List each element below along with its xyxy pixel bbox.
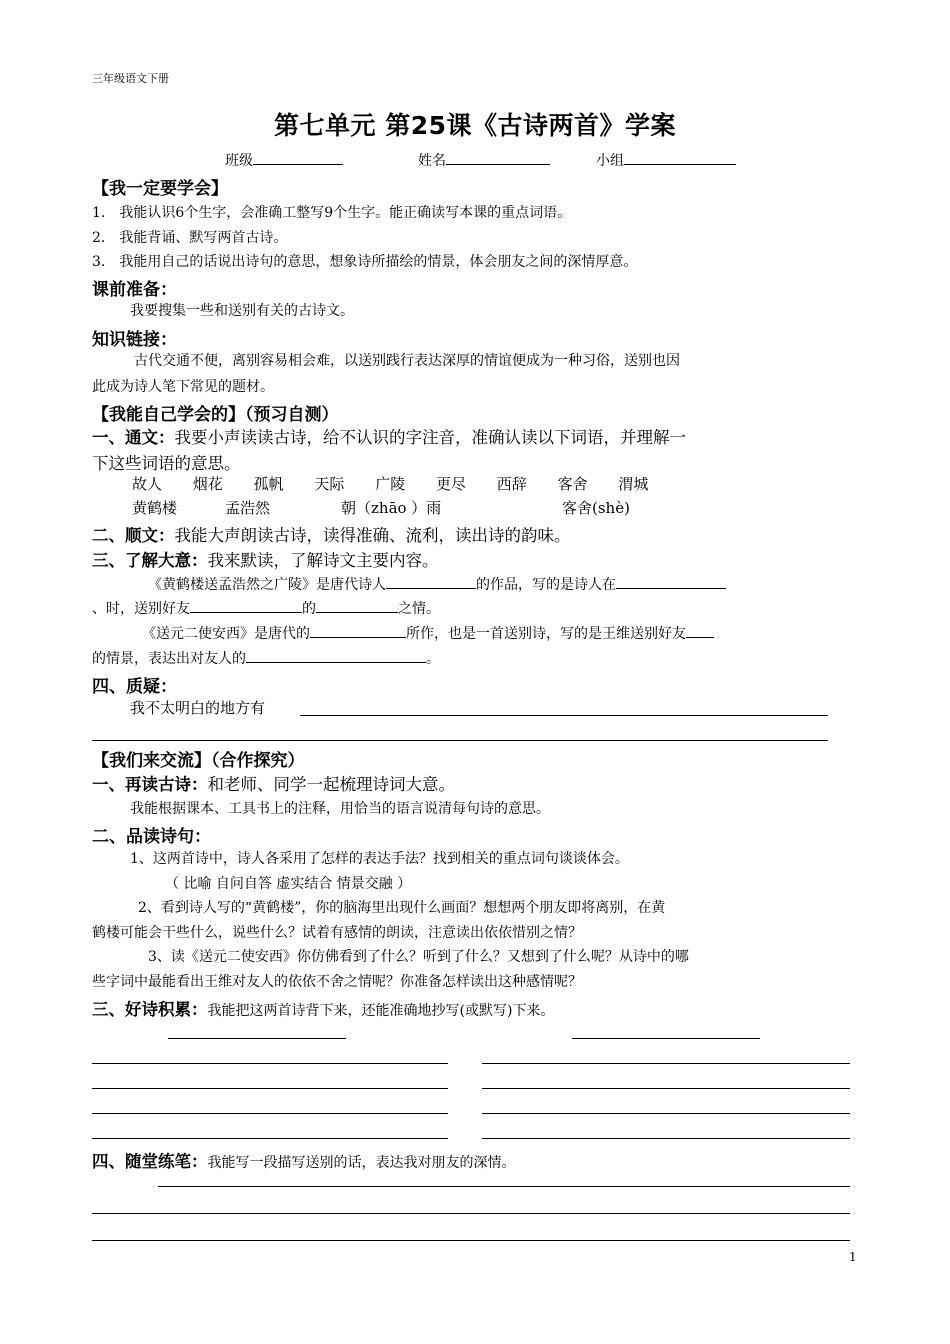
prep-text: 我要搜集一些和送别有关的古诗文。: [130, 303, 354, 319]
writing-line[interactable]: [92, 1138, 448, 1139]
feeling2-blank[interactable]: [246, 648, 426, 663]
page-title: 第七单元 第25课《古诗两首》学案: [274, 111, 676, 140]
knowledge-heading: 知识链接：: [92, 330, 177, 350]
word: 黄鹤楼: [132, 499, 178, 517]
page-number: 1: [849, 1250, 857, 1264]
class-field[interactable]: [225, 150, 343, 170]
writing-line[interactable]: [92, 1088, 448, 1089]
poem-title-line-left[interactable]: [168, 1038, 346, 1039]
q2-line-1: 2、看到诗人写的“黄鹤楼”，你的脑海里出现什么画面？想想两个朋友即将离别，在黄: [138, 900, 666, 916]
q1-options: （ 比喻 自问自答 虚实结合 情景交融 ）: [165, 876, 412, 892]
must-item-1: 1． 我能认识6个生字，会准确工整写9个生字。能正确读写本课的重点词语。: [92, 205, 572, 221]
knowledge-line-1: 古代交通不便，离别容易相会难，以送别践行表达深厚的情谊便成为一种习俗，送别也因: [134, 353, 680, 369]
s3-line: [92, 547, 439, 571]
s3-text-segment: 之情。: [398, 601, 440, 617]
s1-label: 一、通文：: [92, 428, 175, 447]
name-label: 姓名: [418, 153, 446, 169]
name-field[interactable]: [418, 150, 550, 170]
class-blank[interactable]: [253, 150, 343, 165]
class-label: 班级: [225, 153, 253, 169]
prep-heading: 课前准备：: [92, 280, 177, 300]
season-blank[interactable]: [616, 574, 726, 589]
s3-label: 三、了解大意：: [92, 551, 208, 570]
s3-para-1a: [148, 574, 726, 594]
q3-line-2: 些字词中最能看出王维对友人的依依不舍之情呢？你准备怎样读出这种感情呢？: [92, 974, 582, 990]
friend-blank[interactable]: [190, 598, 302, 613]
must-item-2: 2． 我能背诵、默写两首古诗。: [92, 230, 288, 246]
s2-text: 我能大声朗读古诗，读得准确、流利，读出诗的韵味。: [174, 526, 571, 545]
section-must-heading: 【我一定要学会】: [92, 179, 228, 199]
word: 客舍(shè): [562, 499, 630, 517]
s3-para-2b: [92, 648, 440, 668]
poet-blank[interactable]: [386, 574, 476, 589]
q1-text: 1、这两首诗中，诗人各采用了怎样的表达手法？找到相关的重点词句谈谈体会。: [130, 851, 629, 867]
s2-line: [92, 522, 571, 546]
header-tag: 三年级语文下册: [92, 72, 169, 85]
s3-para-2a: [142, 623, 714, 643]
word: 孟浩然: [225, 499, 271, 517]
words-row-1: [132, 473, 674, 494]
writing-line[interactable]: [482, 1138, 850, 1139]
c1-sub: 我能根据课本、工具书上的注释，用恰当的语言说清每句诗的意思。: [130, 801, 550, 817]
word: 天际: [314, 475, 345, 493]
word: 朝（zhāo ）雨: [341, 499, 442, 517]
c4-label: 四、随堂练笔：: [92, 1152, 208, 1171]
q3-line-1: 3、读《送元二使安西》你仿佛看到了什么？听到了什么？又想到了什么呢？从诗中的哪: [148, 949, 689, 965]
c1-text: 和老师、同学一起梳理诗词大意。: [207, 775, 455, 794]
s3-text-segment: 的: [302, 601, 316, 617]
group-field[interactable]: [596, 150, 736, 170]
s1-text: 我要小声读读古诗，给不认识的字注音，准确认读以下词语，并理解一: [174, 428, 686, 447]
c1-label: 一、再读古诗：: [92, 775, 208, 794]
writing-line[interactable]: [482, 1063, 850, 1064]
c3-text: 我能把这两首诗背下来，还能准确地抄写(或默写)下来。: [207, 1003, 555, 1019]
word: 烟花: [192, 475, 223, 493]
q2-line-2: 鹤楼可能会干些什么，说些什么？试着有感情的朗读，注意读出依依惜别之情？: [92, 925, 582, 941]
cooperate-heading: 【我们来交流】（合作探究）: [92, 751, 305, 771]
c3-label: 三、好诗积累：: [92, 1000, 208, 1019]
c4-line: [92, 1148, 516, 1172]
word: 渭城: [618, 475, 649, 493]
word: 孤帆: [253, 475, 284, 493]
s3-para-1b: [92, 598, 440, 618]
s1-line-1: [92, 424, 686, 448]
s3-text-segment: 的情景，表达出对友人的: [92, 651, 246, 667]
s3-text-segment: 《送元二使安西》是唐代的: [142, 626, 310, 642]
c3-line: [92, 996, 554, 1020]
c4-text: 我能写一段描写送别的话，表达我对朋友的深情。: [207, 1155, 516, 1171]
word: 广陵: [375, 475, 406, 493]
practice-line[interactable]: [92, 1240, 850, 1241]
word: 故人: [132, 475, 163, 493]
writing-line[interactable]: [92, 1113, 448, 1114]
s1-line-2: 下这些词语的意思。: [92, 454, 241, 473]
writing-line[interactable]: [482, 1113, 850, 1114]
group-label: 小组: [596, 153, 624, 169]
s3-text-segment: 。: [426, 651, 440, 667]
knowledge-line-2: 此成为诗人笔下常见的题材。: [92, 379, 274, 395]
s2-label: 二、顺文：: [92, 526, 175, 545]
word: 客舍: [557, 475, 588, 493]
c2-label: 二、品读诗句：: [92, 827, 211, 847]
s3-text-segment: 、时，送别好友: [92, 601, 190, 617]
question-line-2[interactable]: [92, 740, 828, 741]
s3-text: 我来默读，了解诗文主要内容。: [207, 551, 439, 570]
group-blank[interactable]: [624, 150, 736, 165]
author-blank[interactable]: [310, 623, 406, 638]
practice-line[interactable]: [92, 1213, 850, 1214]
s3-text-segment: 的作品，写的是诗人在: [476, 577, 616, 593]
word: 西辞: [496, 475, 527, 493]
writing-line[interactable]: [92, 1063, 448, 1064]
practice-line[interactable]: [158, 1186, 850, 1187]
s4-text: 我不太明白的地方有: [130, 699, 266, 717]
writing-line[interactable]: [482, 1088, 850, 1089]
question-line-1[interactable]: [300, 715, 828, 716]
self-study-heading: 【我能自己学会的】（预习自测）: [92, 405, 339, 425]
must-item-3: 3． 我能用自己的话说出诗句的意思，想象诗所描绘的情景，体会朋友之间的深情厚意。: [92, 254, 638, 270]
friend2-blank[interactable]: [686, 623, 714, 638]
c1-line: [92, 771, 455, 795]
feeling-blank[interactable]: [316, 598, 398, 613]
word: 更尽: [435, 475, 466, 493]
s3-text-segment: 所作，也是一首送别诗，写的是王维送别好友: [406, 626, 686, 642]
s3-text-segment: 《黄鹤楼送孟浩然之广陵》是唐代诗人: [148, 577, 386, 593]
s4-label: 四、质疑：: [92, 677, 177, 697]
poem-title-line-right[interactable]: [572, 1038, 760, 1039]
name-blank[interactable]: [446, 150, 550, 165]
